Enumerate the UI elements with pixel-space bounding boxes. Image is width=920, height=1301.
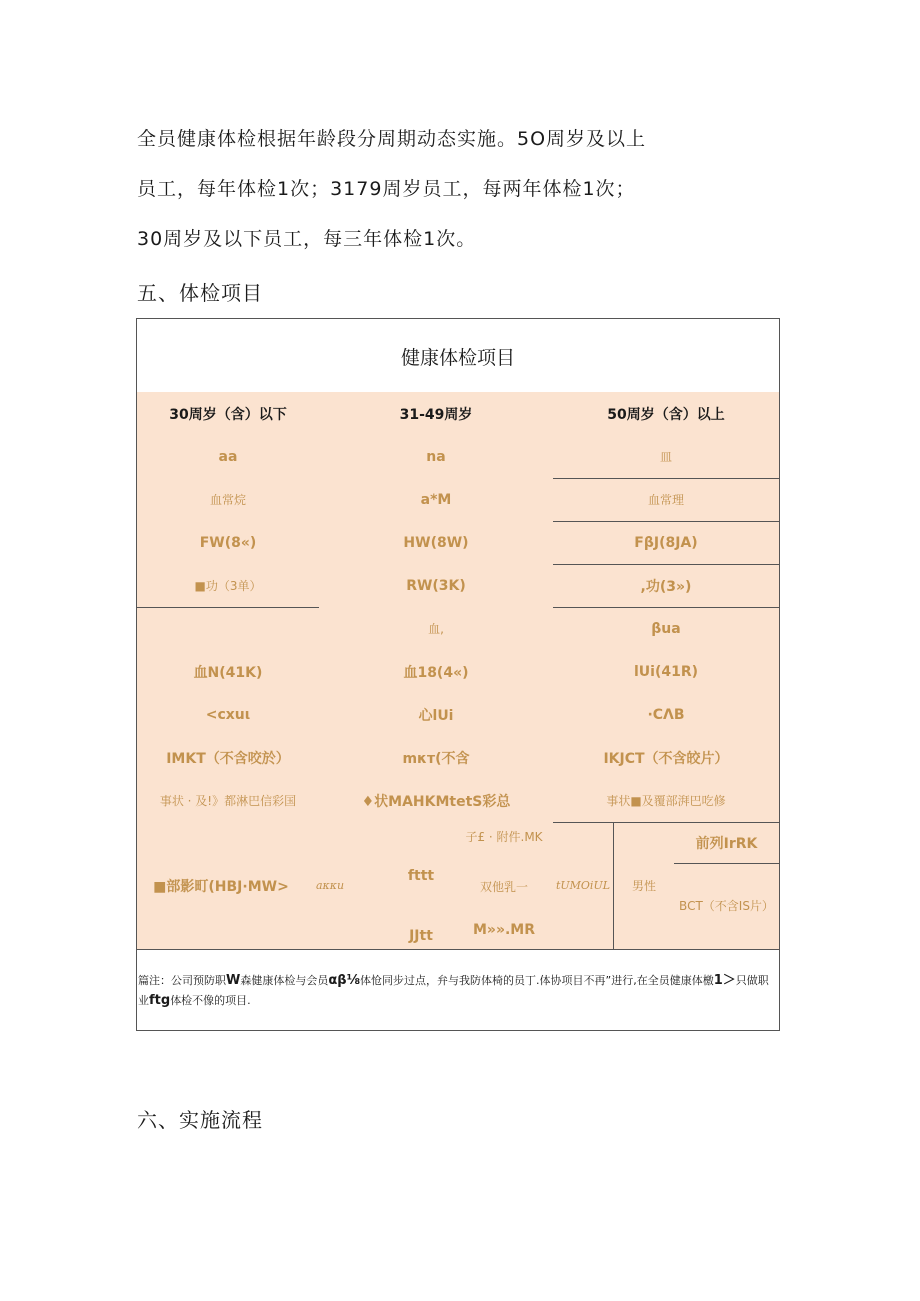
table-cell: 前列IrRK: [695, 835, 758, 852]
table-cell: mκт(不含: [402, 750, 470, 767]
note-text: 体怆同步过点，弁与我防体椅的员丁.体协项目不再”进行,在全员健康体檄: [360, 974, 714, 987]
note-text: W: [226, 973, 241, 988]
table-cell: ·CΛB: [647, 706, 685, 723]
table-cell: <cxuι: [205, 706, 251, 723]
table-cell: 血常烷: [209, 493, 246, 507]
table-cell: ■功（3单）: [194, 579, 262, 593]
table-cell: ■部影町(HBJ·MW>: [153, 878, 289, 895]
row-divider: [553, 607, 779, 608]
table-cell: 心lUi: [418, 707, 454, 724]
header-over-50: 50周岁（含）以上: [607, 406, 725, 423]
table-cell: HW(8W): [403, 534, 469, 551]
table-cell: aκκu: [315, 879, 345, 892]
table-cell: a*M: [420, 491, 452, 508]
row-divider: [553, 521, 779, 522]
row-divider: [553, 564, 779, 565]
table-cell: ,功(3»): [640, 578, 692, 595]
table-cell: RW(3K): [406, 577, 466, 594]
health-check-table: [136, 318, 780, 1031]
row-divider: [137, 949, 779, 950]
table-cell: IMKT（不含咬於）: [166, 750, 290, 767]
section-5-heading: 五、体检项目: [137, 281, 263, 305]
column-divider: [613, 822, 614, 949]
table-cell: 男性: [631, 879, 656, 893]
row-divider: [674, 863, 779, 864]
table-cell: 双他乳一: [479, 879, 528, 894]
intro-line-2: 员工，每年体检1次；3179周岁员工，每两年体检1次；: [137, 178, 636, 200]
table-cell: 事状 · 及!》都淋巴信彩国: [159, 794, 297, 808]
note-text: αβ⅛: [328, 973, 361, 988]
note-text: ftg: [149, 993, 171, 1008]
row-divider: [137, 607, 319, 608]
intro-line-3: 30周岁及以下员工，每三年体检1次。: [137, 228, 477, 250]
table-cell: tUMOiUL: [555, 879, 611, 892]
header-under-30: 30周岁（含）以下: [169, 406, 287, 423]
note-text: 篇注：公司预防职: [138, 974, 226, 987]
table-cell: JJtt: [409, 928, 433, 944]
table-cell: FβJ(8JA): [634, 534, 698, 551]
note-text: 体检不像的项目.: [170, 994, 251, 1007]
row-divider: [553, 478, 779, 479]
table-title: 健康体检项目: [400, 347, 515, 369]
note-text: 只做职业: [138, 974, 769, 1007]
section-6-heading: 六、实施流程: [137, 1108, 263, 1132]
table-cell: [137, 607, 319, 650]
row-divider: [553, 822, 779, 823]
table-cell: 皿: [659, 450, 672, 464]
table-cell: fttt: [407, 868, 435, 884]
table-cell: FW(8«): [199, 534, 257, 551]
table-cell: na: [426, 448, 446, 465]
table-cell: ♦状MAHKMtetS彩总: [361, 793, 511, 810]
table-cell: 血18(4«): [403, 664, 469, 681]
table-cell: 事状■及覆部湃巴吃修: [606, 794, 726, 808]
table-cell: 血N(41K): [193, 664, 263, 681]
table-cell: 血,: [428, 622, 444, 636]
table-cell: M»».MR: [472, 922, 536, 938]
intro-line-1: 全员健康体检根据年龄段分周期动态实施。5O周岁及以上: [137, 128, 647, 150]
table-cell: lUi(41R): [633, 663, 699, 680]
note-text: 森健康体检与会员: [240, 974, 329, 987]
header-31-49: 31-49周岁: [399, 406, 473, 423]
table-cell: 子£ · 附件.MK: [465, 829, 543, 844]
table-cell: aa: [218, 448, 238, 465]
table-cell: βua: [651, 620, 681, 637]
table-cell: BCT（不含IS片）: [679, 898, 774, 913]
note-text: 1＞: [713, 973, 736, 988]
table-note: [138, 971, 778, 1011]
table-cell: 血常理: [647, 493, 684, 507]
table-cell: IKJCT（不含皎片）: [603, 750, 729, 767]
